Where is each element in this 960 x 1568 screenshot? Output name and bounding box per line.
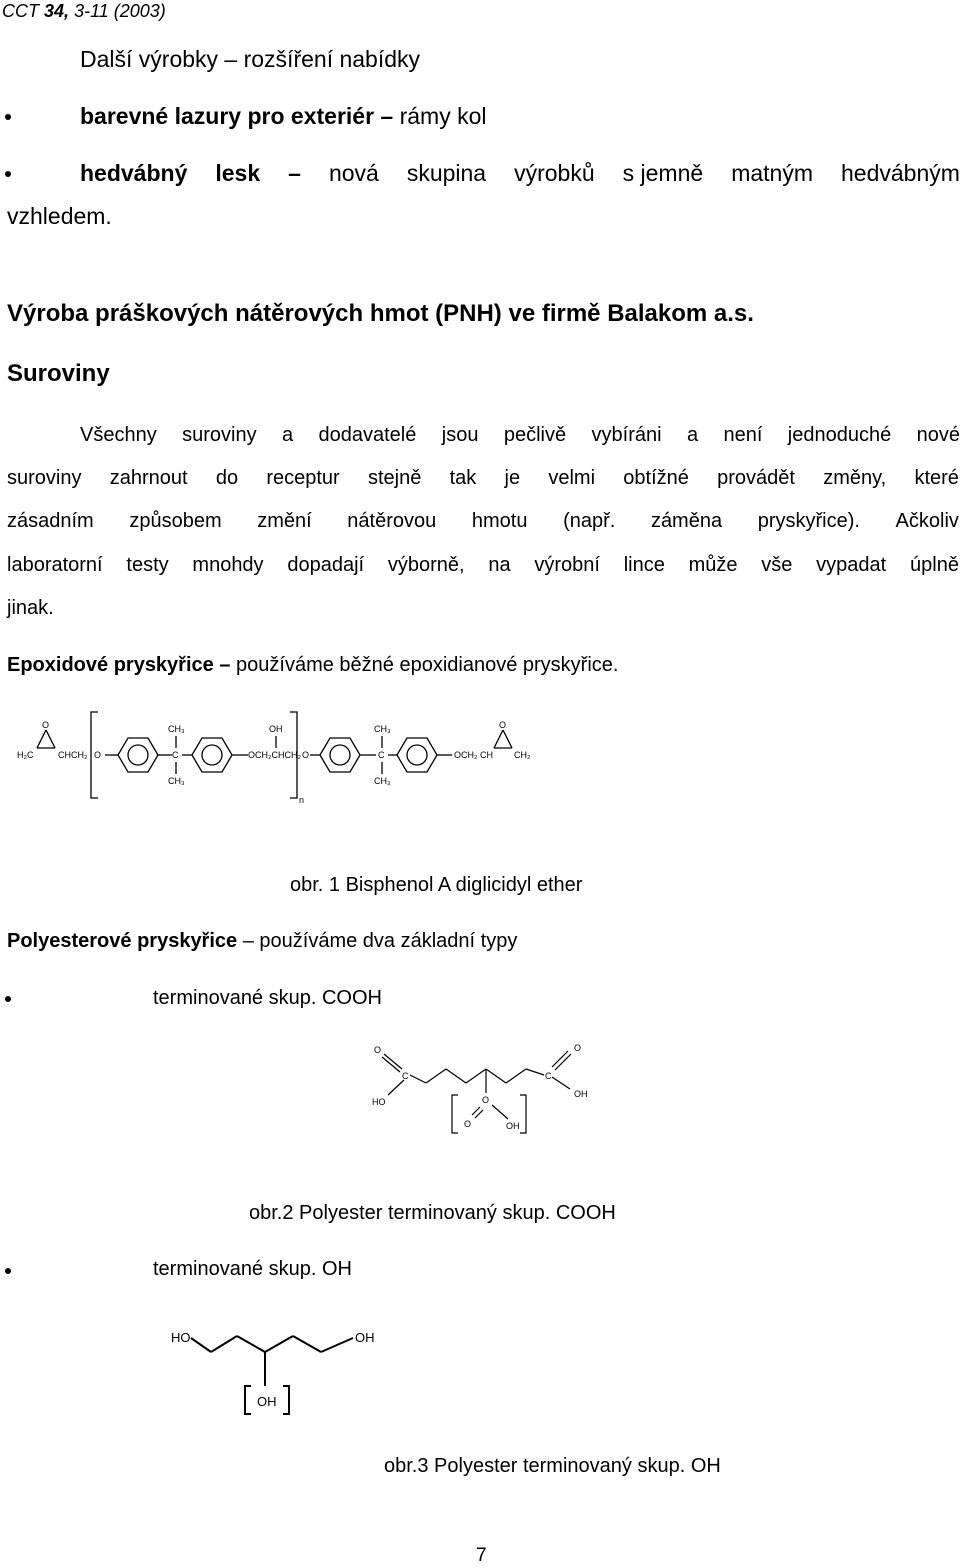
atom-label: CH xyxy=(480,750,493,760)
word: na xyxy=(488,554,511,576)
atom-label: OCH₂CHCH₂ xyxy=(248,750,301,760)
polyester-bold: Polyesterové pryskyřice xyxy=(7,930,238,952)
bullet-marker xyxy=(5,171,11,177)
polyester-line xyxy=(7,928,517,954)
atom-label: O xyxy=(42,720,50,730)
word: (např. xyxy=(563,510,616,532)
bullet-hedvabny-continuation: vzhledem. xyxy=(7,203,112,229)
word: vypadat xyxy=(816,554,887,576)
bullet-hedvabny-word: hedvábný xyxy=(80,160,188,186)
bullet-hedvabny-word: lesk xyxy=(215,160,261,186)
section-subheading: Suroviny xyxy=(7,360,110,387)
bullet-hedvabny-word: s jemně xyxy=(622,160,704,186)
bullet-hedvabny-word: výrobků xyxy=(514,160,595,186)
bullet-lazury xyxy=(80,102,487,130)
word: je xyxy=(504,467,521,489)
word: testy xyxy=(126,554,169,576)
atom-label: C xyxy=(172,750,179,760)
atom-label: C xyxy=(378,750,385,760)
word: úplně xyxy=(910,554,959,576)
atom-label: HO xyxy=(171,1330,191,1345)
atom-label: CH₃ xyxy=(168,724,185,734)
epoxy-bold: Epoxidové pryskyřice xyxy=(7,654,214,676)
bullet-hedvabny-word: matným xyxy=(731,160,813,186)
atom-label: O xyxy=(94,750,102,760)
paragraph-line xyxy=(7,508,959,534)
epoxy-dash: – xyxy=(219,654,231,676)
intro-line: Další výrobky – rozšíření nabídky xyxy=(80,46,421,72)
word: záměna xyxy=(650,510,723,532)
bullet-hedvabny-dash: – xyxy=(288,160,301,186)
word: tak xyxy=(449,467,477,489)
bullet-hedvabny-word: nová xyxy=(328,160,379,186)
polyester-oh-structure xyxy=(165,1320,385,1425)
word: Všechny xyxy=(80,424,157,446)
word: zásadním xyxy=(7,510,94,532)
atom-label: O xyxy=(302,750,310,760)
figure-1-caption: obr. 1 Bisphenol A diglicidyl ether xyxy=(290,874,583,896)
word: receptur xyxy=(266,467,340,489)
atom-label: C xyxy=(545,1071,552,1081)
section-heading: Výroba práškových nátěrových hmot (PNH) ve firmě Balakom a.s. xyxy=(7,300,754,327)
bullet-cooh: terminované skup. COOH xyxy=(153,987,382,1009)
atom-label: O xyxy=(464,1119,472,1129)
word: mnohdy xyxy=(192,554,264,576)
bullet-oh: terminované skup. OH xyxy=(153,1258,352,1280)
word: jsou xyxy=(441,424,479,446)
atom-label: O xyxy=(374,1045,382,1055)
page-number: 7 xyxy=(476,1545,487,1566)
bullet-hedvabny xyxy=(80,159,960,187)
journal-volume: 34, xyxy=(44,1,70,21)
paragraph-last-line: jinak. xyxy=(7,597,54,619)
bullet-marker xyxy=(5,114,11,120)
atom-label: O xyxy=(574,1043,582,1053)
figure-3-caption: obr.3 Polyester terminovaný skup. OH xyxy=(384,1455,721,1477)
word: dopadají xyxy=(287,554,365,576)
paragraph-line xyxy=(80,422,960,448)
word: do xyxy=(215,467,239,489)
word: není xyxy=(723,424,763,446)
word: suroviny xyxy=(7,467,82,489)
word: vybíráni xyxy=(591,424,662,446)
word: změny, xyxy=(823,467,887,489)
word: způsobem xyxy=(129,510,222,532)
word: Ačkoliv xyxy=(895,510,959,532)
word: změní xyxy=(257,510,312,532)
word: lince xyxy=(623,554,665,576)
word: a xyxy=(686,424,699,446)
bullet-marker xyxy=(5,996,11,1002)
word: laboratorní xyxy=(7,554,103,576)
epoxy-line xyxy=(7,652,618,678)
atom-label: H₂C xyxy=(17,750,34,760)
bullet-hedvabny-word: hedvábným xyxy=(840,160,960,186)
bisphenol-a-structure xyxy=(0,700,560,815)
word: pečlivě xyxy=(503,424,567,446)
atom-label: OCH₂ xyxy=(454,750,478,760)
word: může xyxy=(688,554,738,576)
journal-name: CCT xyxy=(2,1,39,21)
paragraph-line xyxy=(7,552,959,578)
atom-label: OH xyxy=(257,1394,277,1409)
bullet-lazury-bold: barevné lazury pro exteriér xyxy=(80,103,375,129)
word: obtížné xyxy=(623,467,689,489)
atom-label: CHCH₂ xyxy=(58,750,88,760)
word: stejně xyxy=(367,467,422,489)
word: velmi xyxy=(548,467,596,489)
atom-label: O xyxy=(499,720,507,730)
word: dodavatelé xyxy=(318,424,417,446)
atom-label: CH₂ xyxy=(514,750,531,760)
epoxy-rest: používáme běžné epoxidianové pryskyřice. xyxy=(236,654,619,676)
paragraph-line xyxy=(7,465,959,491)
word: nátěrovou xyxy=(347,510,437,532)
bullet-hedvabny-word: skupina xyxy=(406,160,487,186)
atom-label: OH xyxy=(355,1330,375,1345)
atom-label: OH xyxy=(574,1089,588,1099)
polyester-cooh-structure xyxy=(360,1035,600,1145)
journal-header xyxy=(2,0,166,22)
atom-label: OH xyxy=(506,1121,520,1131)
word: zahrnout xyxy=(109,467,188,489)
journal-pages: 3-11 (2003) xyxy=(74,1,166,21)
atom-label: OH xyxy=(269,724,283,734)
figure-2-caption: obr.2 Polyester terminovaný skup. COOH xyxy=(249,1202,616,1224)
word: pryskyřice). xyxy=(757,510,860,532)
polyester-rest: používáme dva základní typy xyxy=(259,930,518,952)
atom-label: CH₃ xyxy=(374,776,391,786)
atom-label: n xyxy=(299,795,305,805)
bullet-lazury-dash: – xyxy=(380,103,394,129)
atom-label: CH₃ xyxy=(374,724,391,734)
atom-label: C xyxy=(402,1071,409,1081)
word: výborně, xyxy=(387,554,465,576)
atom-label: CH₃ xyxy=(168,776,185,786)
word: hmotu xyxy=(471,510,528,532)
word: suroviny xyxy=(182,424,257,446)
atom-label: HO xyxy=(372,1097,386,1107)
word: vše xyxy=(761,554,793,576)
word: výrobní xyxy=(534,554,600,576)
bullet-lazury-rest: rámy kol xyxy=(399,103,487,129)
atom-label: O xyxy=(482,1095,490,1105)
bullet-marker xyxy=(5,1268,11,1274)
word: které xyxy=(914,467,959,489)
word: jednoduché xyxy=(787,424,892,446)
polyester-dash: – xyxy=(242,930,254,952)
word: provádět xyxy=(717,467,795,489)
word: nové xyxy=(916,424,960,446)
word: a xyxy=(281,424,294,446)
